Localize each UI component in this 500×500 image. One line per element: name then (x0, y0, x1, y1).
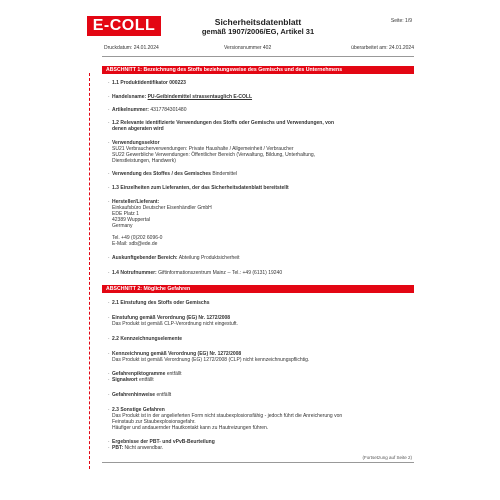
other-hazards-3: Häufiger und andauernder Hautkontakt kann zu Hautreizungen führen. (112, 425, 269, 431)
bullet: · (108, 371, 110, 377)
bullet: · (108, 300, 110, 306)
pbt-value: Nicht anwendbar. (124, 445, 164, 451)
revision-date: überarbeitet am: 24.01.2024 (351, 45, 414, 51)
bullet: · (108, 439, 110, 445)
signal-value: entfällt (138, 377, 154, 383)
info-value: Abteilung Produktsicherheit (178, 255, 240, 261)
info-row (112, 255, 240, 261)
su21: SU21 Verbraucherverwendungen: Private Haushalte / Allgemeinheit / Verbraucher (112, 146, 294, 152)
label-reg: Kennzeichnung gemäß Verordnung (EG) Nr. 1272/2008 (112, 351, 242, 357)
sector-label: Verwendungssektor (112, 140, 160, 146)
address-line-3: 42389 Wuppertal (112, 217, 150, 223)
pictograms-value: entfällt (166, 371, 182, 377)
clp-label: Einstufung gemäß Verordnung (EG) Nr. 1272/2008 (112, 315, 231, 321)
version-number: Versionsnummer 402 (224, 45, 272, 51)
manufacturer-label: Hersteller/Lieferant: (112, 199, 160, 205)
bullet: · (108, 377, 110, 383)
continuation-note: (Fortsetzung auf Seite 2) (362, 455, 412, 460)
bullet: · (108, 336, 110, 342)
company-logo: E-COLL (87, 16, 161, 36)
bullet: · (108, 120, 110, 126)
bullet: · (108, 140, 110, 146)
section-1-heading: ABSCHNITT 1: Bezeichnung des Stoffs beziehungsweise des Gemischs und des Unternehmens (102, 66, 414, 74)
bullet: · (108, 199, 110, 205)
emergency-row (112, 270, 282, 276)
article-label: Artikelnummer: (112, 107, 149, 113)
pictograms-label: Gefahrenpiktogramme (112, 371, 166, 377)
use-row (112, 171, 237, 177)
use-value: Bindemittel (212, 171, 238, 177)
bullet: · (108, 270, 110, 276)
email: E-Mail: sdb@ede.de (112, 241, 158, 247)
label-elements-heading: 2.2 Kennzeichnungselemente (112, 336, 183, 342)
emergency-label: 1.4 Notrufnummer: (112, 270, 157, 276)
bullet: · (108, 171, 110, 177)
emergency-value: Giftinformationszentrum Mainz -- Tel.: +49 (6131) 19240 (158, 270, 283, 276)
trade-name-row (112, 94, 252, 100)
other-hazards-2: Feinstaub zur Staubexplosionsgefahr. (112, 419, 196, 425)
subtitle: gemäß 1907/2006/EG, Artikel 31 (201, 27, 315, 36)
bullet: · (108, 445, 110, 451)
telephone: Tel. +49 (0)202 6096-0 (112, 235, 163, 241)
bullet: · (108, 315, 110, 321)
signal-row (112, 377, 154, 383)
other-hazards-1: Das Produkt ist in der angelieferten Form nicht staubexplosionsfähig - jedoch führt die Anreicherung von (112, 413, 343, 419)
classification-heading: 2.1 Einstufung des Stoffs oder Gemischs (112, 300, 210, 306)
revision-marker (89, 73, 92, 469)
pbt-row (112, 445, 163, 451)
bullet: · (108, 351, 110, 357)
header-rule (102, 56, 414, 57)
use-label: Verwendung des Stoffes / des Gemisches (112, 171, 211, 177)
article-row (112, 107, 187, 113)
supplier-heading: 1.3 Einzelheiten zum Lieferanten, der das Sicherheitsdatenblatt bereitstellt (112, 185, 289, 191)
hazard-label: Gefahrenhinweise (112, 392, 156, 398)
bullet: · (108, 407, 110, 413)
other-hazards-heading: 2.3 Sonstige Gefahren (112, 407, 165, 413)
page-number: Seite: 1/9 (390, 18, 412, 24)
clp-value: Das Produkt ist gemäß CLP-Verordnung nicht eingestuft. (112, 321, 238, 327)
meta-row (104, 45, 414, 53)
su22: SU22 Gewerbliche Verwendungen: Öffentlicher Bereich (Verwaltung, Bildung, Unterhaltung, (112, 152, 316, 158)
article-number: 4317784301480 (150, 107, 187, 113)
trade-name-label: Handelsname: (112, 94, 147, 100)
su22-cont: Dienstleistungen, Handwerk) (112, 158, 176, 164)
document-title (188, 18, 328, 36)
bullet: · (108, 94, 110, 100)
footer-rule (102, 462, 414, 463)
bullet: · (108, 107, 110, 113)
trade-name: PU-Geibindemittel strassentauglich E-COLL (147, 94, 253, 100)
bullet: · (108, 255, 110, 261)
bullet: · (108, 392, 110, 398)
address-line-2: EDE Platz 1 (112, 211, 139, 217)
pbt-label: Ergebnisse der PBT- und vPvB-Beurteilung (112, 439, 215, 445)
section-2-heading: ABSCHNITT 2: Mögliche Gefahren (102, 285, 414, 293)
signal-label: Signalwort (112, 377, 138, 383)
uses-heading-1: 1.2 Relevante identifizierte Verwendungen des Stoffs oder Gemischs und Verwendungen, von (112, 120, 334, 126)
bullet: · (108, 185, 110, 191)
product-identifier: 1.1 Produktidentifikator 000223 (112, 80, 186, 86)
title: Sicherheitsdatenblatt (214, 17, 302, 27)
info-label: Auskunftgebender Bereich: (112, 255, 178, 261)
bullet: · (108, 80, 110, 86)
pbt-key: PBT: (112, 445, 124, 451)
print-date: Druckdatum: 24.01.2024 (104, 45, 159, 51)
hazard-row (112, 392, 171, 398)
address-line-1: Einkaufsbüro Deutscher Eisenhändler GmbH (112, 205, 212, 211)
uses-heading-2: denen abgeraten wird (112, 126, 164, 132)
address-line-4: Germany (112, 223, 133, 229)
label-reg-value: Das Produkt ist gemäß Verordnung (EG) 1272/2008 (CLP) nicht kennzeichnungspflichtig. (112, 357, 310, 363)
hazard-value: entfällt (156, 392, 172, 398)
